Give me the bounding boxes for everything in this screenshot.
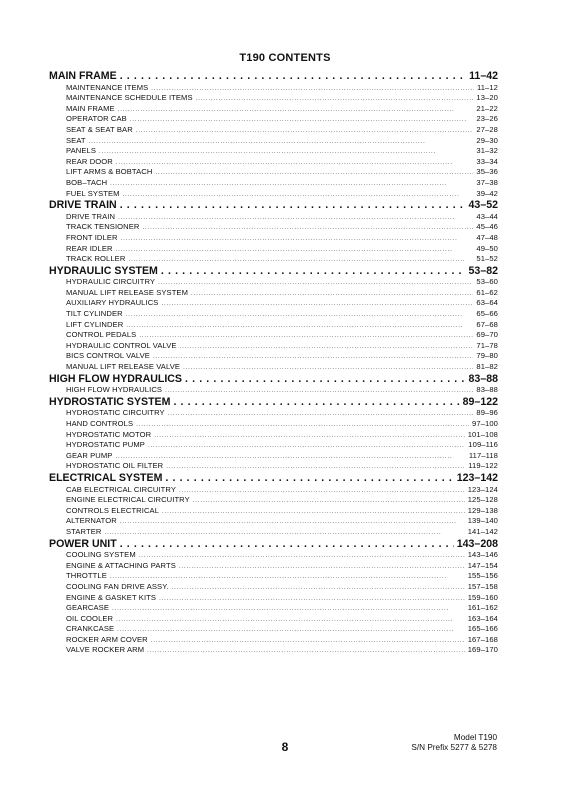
toc-item-pages: 13–20	[476, 93, 498, 103]
toc-section-label: POWER UNIT	[49, 537, 117, 550]
toc-item-label: MANUAL LIFT RELEASE VALVE	[66, 362, 181, 372]
toc-item	[49, 330, 498, 341]
toc-item-pages: 47–48	[476, 232, 498, 242]
toc-item-label: LIFT ARMS & BOBTACH	[66, 167, 153, 177]
toc-item-label: HAND CONTROLS	[66, 419, 134, 428]
toc-item-pages: 79–80	[476, 351, 498, 361]
dot-leader	[165, 385, 473, 396]
toc-section-label: HYDROSTATIC SYSTEM	[49, 395, 171, 408]
toc-item-label: MAINTENANCE SCHEDULE ITEMS	[66, 93, 193, 103]
toc-item	[49, 351, 498, 362]
toc-item	[49, 506, 498, 517]
toc-section-pages: 11–42	[469, 70, 498, 82]
toc-item-label: ALTERNATOR	[66, 516, 117, 526]
dot-leader	[161, 298, 473, 309]
toc-item	[49, 527, 498, 538]
dot-leader	[151, 635, 465, 646]
toc-section-pages: 53–82	[468, 264, 498, 277]
dot-leader	[158, 277, 473, 288]
toc-item-label: ROCKER ARM COVER	[66, 634, 148, 644]
toc-section	[49, 70, 498, 83]
toc-item-label: FRONT IDLER	[66, 232, 118, 242]
toc-item	[49, 419, 498, 430]
toc-item-pages: 33–34	[476, 156, 498, 166]
toc-item-pages: 35–36	[476, 167, 498, 177]
toc-item-label: REAR DOOR	[66, 156, 113, 166]
toc-item-pages: 39–42	[476, 188, 498, 198]
toc-item	[49, 582, 498, 593]
toc-item-label: TILT CYLINDER	[66, 309, 123, 319]
toc-section-label: HYDRAULIC SYSTEM	[49, 264, 158, 277]
toc-section-label: DRIVE TRAIN	[49, 199, 117, 212]
toc-item-pages: 159–160	[467, 592, 498, 602]
toc-item	[49, 298, 498, 309]
dot-leader	[99, 146, 473, 157]
toc-item-pages: 97–100	[472, 419, 498, 428]
toc-item-label: HYDRAULIC CONTROL VALVE	[66, 340, 177, 350]
toc-section	[49, 265, 498, 278]
model-info	[411, 733, 497, 753]
dot-leader	[116, 244, 474, 255]
dot-leader	[118, 104, 474, 115]
toc-item-label: COOLING FAN DRIVE ASSY.	[66, 581, 169, 591]
toc-item	[49, 114, 498, 125]
dot-leader	[110, 178, 473, 189]
toc-item	[49, 244, 498, 255]
toc-item-pages: 23–26	[476, 114, 498, 124]
toc-section	[49, 396, 498, 409]
toc-item	[49, 136, 498, 147]
toc-item	[49, 593, 498, 604]
dot-leader	[126, 309, 474, 320]
toc-item	[49, 645, 498, 656]
toc-item	[49, 93, 498, 104]
toc-item-pages: 101–108	[467, 429, 498, 439]
dot-leader	[168, 408, 474, 419]
toc-item	[49, 167, 498, 178]
toc-item-pages: 53–60	[476, 277, 498, 287]
dot-leader	[136, 125, 474, 136]
toc-item	[49, 461, 498, 472]
toc-item	[49, 485, 498, 496]
toc-item-pages: 65–66	[476, 309, 498, 319]
toc-item	[49, 614, 498, 625]
dot-leader	[110, 571, 465, 582]
toc-item-label: MAIN FRAME	[66, 103, 115, 113]
dot-leader	[139, 330, 473, 341]
dot-leader	[89, 136, 474, 147]
toc-item-pages: 83–88	[476, 385, 498, 395]
toc-item-pages: 139–140	[467, 516, 498, 526]
toc-item-pages: 49–50	[476, 243, 498, 253]
toc-item-label: HYDRAULIC CIRCUITRY	[66, 277, 156, 287]
toc-section	[49, 199, 498, 212]
toc-item	[49, 125, 498, 136]
toc-item-label: ENGINE ELECTRICAL CIRCUITRY	[66, 495, 190, 505]
dot-leader	[104, 527, 464, 538]
dot-leader	[185, 373, 466, 386]
toc-item	[49, 561, 498, 572]
toc-item	[49, 635, 498, 646]
toc-item-pages: 37–38	[476, 177, 498, 187]
toc-item-pages: 89–96	[476, 408, 498, 418]
dot-leader	[159, 593, 465, 604]
toc-item-pages: 117–118	[468, 450, 498, 460]
toc-item	[49, 233, 498, 244]
toc-item	[49, 430, 498, 441]
toc-item-label: HYDROSTATIC OIL FILTER	[66, 461, 164, 471]
toc-item-pages: 161–162	[467, 603, 498, 613]
model-name: Model T190	[453, 733, 497, 742]
dot-leader	[193, 495, 465, 506]
toc-item	[49, 146, 498, 157]
toc-item-pages: 125–128	[467, 495, 498, 505]
toc-section-pages: 43–52	[468, 199, 498, 212]
dot-leader	[120, 516, 465, 527]
dot-leader	[165, 472, 453, 485]
toc-section-pages: 143–208	[456, 537, 498, 550]
toc-item-pages: 27–28	[476, 124, 498, 134]
toc-item-pages: 169–170	[467, 645, 498, 655]
toc-item-label: FUEL SYSTEM	[66, 188, 120, 198]
toc-item-pages: 147–154	[467, 560, 498, 570]
toc-item	[49, 254, 498, 265]
toc-item-pages: 67–68	[476, 319, 498, 329]
toc-item	[49, 362, 498, 373]
toc-item-label: TRACK TENSIONER	[66, 222, 140, 232]
toc-item-label: BICS CONTROL VALVE	[66, 351, 150, 361]
toc-item-label: CAB ELECTRICAL CIRCUITRY	[66, 484, 176, 494]
toc-item-pages: 63–64	[476, 298, 498, 308]
dot-leader	[148, 440, 465, 451]
toc-item	[49, 440, 498, 451]
toc-item-label: OPERATOR CAB	[66, 114, 127, 124]
toc-item-label: TRACK ROLLER	[66, 254, 126, 264]
toc-item-label: ENGINE & ATTACHING PARTS	[66, 560, 176, 570]
toc-item	[49, 83, 498, 94]
page-number: 8	[281, 740, 289, 754]
dot-leader	[120, 199, 466, 212]
toc-item-pages: 143–146	[467, 550, 498, 560]
dot-leader	[179, 485, 465, 496]
dot-leader	[112, 603, 465, 614]
toc-section-pages: 123–142	[456, 471, 498, 484]
toc-item	[49, 341, 498, 352]
toc-item	[49, 157, 498, 168]
toc-item-label: CONTROL PEDALS	[66, 330, 137, 340]
toc-item	[49, 571, 498, 582]
toc-item	[49, 178, 498, 189]
toc-section-pages: 83–88	[468, 372, 498, 385]
toc-section-label: MAIN FRAME	[49, 70, 117, 82]
toc-item	[49, 624, 498, 635]
dot-leader	[151, 83, 474, 94]
toc-item-pages: 11–12	[476, 82, 498, 92]
serial-prefix: S/N Prefix 5277 & 5278	[411, 743, 497, 752]
table-of-contents	[49, 70, 498, 656]
toc-item-label: GEARCASE	[66, 603, 109, 613]
toc-item-pages: 45–46	[476, 222, 498, 232]
dot-leader	[173, 396, 459, 409]
toc-item	[49, 385, 498, 396]
toc-item-pages: 43–44	[476, 211, 498, 221]
toc-item-label: HIGH FLOW HYDRAULICS	[66, 385, 163, 395]
toc-item-label: VALVE ROCKER ARM	[66, 645, 145, 655]
toc-item-pages: 129–138	[467, 505, 498, 515]
dot-leader	[147, 645, 465, 656]
toc-section-label: ELECTRICAL SYSTEM	[49, 471, 163, 484]
toc-item-pages: 155–156	[467, 571, 498, 581]
toc-item	[49, 309, 498, 320]
toc-item-label: SEAT & SEAT BAR	[66, 124, 133, 134]
dot-leader	[166, 461, 465, 472]
toc-item-pages: 29–30	[476, 135, 498, 145]
toc-item-pages: 163–164	[467, 613, 498, 623]
toc-item-label: LIFT CYLINDER	[66, 319, 124, 329]
dot-leader	[162, 506, 465, 517]
toc-item-label: OIL COOLER	[66, 613, 114, 623]
toc-item	[49, 222, 498, 233]
dot-leader	[121, 233, 474, 244]
toc-item-pages: 61–62	[476, 287, 498, 297]
toc-item-pages: 69–70	[476, 330, 498, 340]
dot-leader	[180, 341, 474, 352]
toc-item	[49, 408, 498, 419]
dot-leader	[116, 614, 465, 625]
toc-item-label: REAR IDLER	[66, 243, 113, 253]
toc-item	[49, 550, 498, 561]
toc-item	[49, 495, 498, 506]
toc-item	[49, 516, 498, 527]
toc-item-label: THROTTLE	[66, 571, 107, 581]
dot-leader	[154, 430, 465, 441]
toc-item-label: HYDROSTATIC PUMP	[66, 440, 145, 450]
toc-item	[49, 603, 498, 614]
toc-item-pages: 157–158	[467, 581, 498, 591]
toc-item-label: AUXILIARY HYDRAULICS	[66, 298, 159, 308]
toc-item-pages: 51–52	[476, 254, 498, 264]
toc-item	[49, 288, 498, 299]
toc-item-pages: 21–22	[476, 103, 498, 113]
dot-leader	[126, 320, 473, 331]
dot-leader	[183, 362, 473, 373]
toc-item-label: GEAR PUMP	[66, 450, 113, 460]
toc-item-label: CONTROLS ELECTRICAL	[66, 505, 160, 515]
dot-leader	[139, 550, 465, 561]
toc-item-label: CRANKCASE	[66, 624, 115, 634]
toc-item	[49, 212, 498, 223]
dot-leader	[123, 189, 474, 200]
toc-section	[49, 472, 498, 485]
toc-item	[49, 451, 498, 462]
dot-leader	[120, 70, 466, 83]
dot-leader	[172, 582, 465, 593]
toc-item-label: HYDROSTATIC MOTOR	[66, 429, 152, 439]
toc-item-label: STARTER	[66, 526, 102, 536]
dot-leader	[115, 451, 465, 462]
dot-leader	[191, 288, 473, 299]
dot-leader	[128, 254, 473, 265]
toc-item-pages: 109–116	[468, 440, 498, 450]
toc-item-pages: 141–142	[467, 526, 498, 536]
dot-leader	[153, 351, 473, 362]
toc-item-label: ENGINE & GASKET KITS	[66, 592, 157, 602]
dot-leader	[155, 167, 473, 178]
toc-item-pages: 123–124	[467, 484, 498, 494]
toc-section	[49, 538, 498, 551]
dot-leader	[161, 265, 466, 278]
dot-leader	[196, 93, 474, 104]
dot-leader	[116, 157, 473, 168]
toc-item-pages: 119–122	[468, 461, 498, 471]
dot-leader	[118, 212, 473, 223]
toc-item	[49, 320, 498, 331]
toc-item	[49, 104, 498, 115]
toc-item-pages: 31–32	[476, 146, 498, 156]
page-title: T190 CONTENTS	[239, 52, 331, 64]
toc-section	[49, 373, 498, 386]
toc-item-label: HYDROSTATIC CIRCUITRY	[66, 408, 165, 418]
toc-section-pages: 89–122	[462, 395, 498, 408]
toc-section-label: HIGH FLOW HYDRAULICS	[49, 372, 183, 385]
toc-item-pages: 165–166	[467, 624, 498, 634]
dot-leader	[143, 222, 474, 233]
toc-item-pages: 167–168	[467, 634, 498, 644]
toc-item-label: COOLING SYSTEM	[66, 550, 136, 560]
toc-item-pages: 81–82	[476, 362, 498, 372]
dot-leader	[117, 624, 465, 635]
dot-leader	[136, 419, 469, 430]
toc-item	[49, 277, 498, 288]
toc-item-label: BOB–TACH	[66, 177, 108, 187]
dot-leader	[120, 538, 454, 551]
dot-leader	[130, 114, 474, 125]
toc-item-label: PANELS	[66, 146, 97, 156]
toc-item-label: MANUAL LIFT RELEASE SYSTEM	[66, 287, 189, 297]
dot-leader	[179, 561, 465, 572]
toc-item-label: SEAT	[66, 135, 86, 145]
toc-item	[49, 189, 498, 200]
toc-item-pages: 71–78	[476, 340, 498, 350]
toc-item-label: DRIVE TRAIN	[66, 211, 116, 221]
toc-item-label: MAINTENANCE ITEMS	[66, 82, 149, 92]
